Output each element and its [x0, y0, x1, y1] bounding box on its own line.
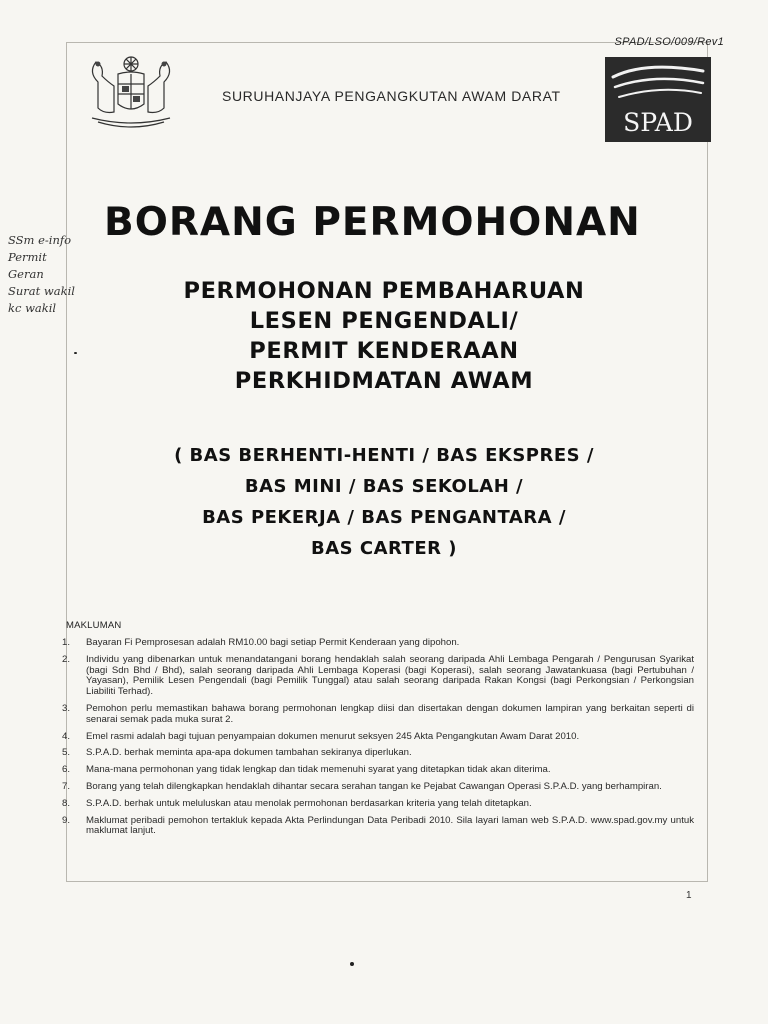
notes-heading: MAKLUMAN	[66, 620, 122, 631]
subtitle-line: PERMOHONAN PEMBAHARUAN	[183, 278, 585, 304]
scan-speck	[350, 962, 354, 966]
handwritten-note: kc wakil	[8, 301, 57, 315]
form-subtitle	[100, 276, 668, 396]
subtitle-line: LESEN PENGENDALI/	[249, 308, 519, 334]
note-item: 7. Borang yang telah dilengkapkan hendaklah dihantar secara serahan tangan ke Pejabat Cawangan Operasi S.P.A.D. yang berhampiran.	[62, 780, 662, 792]
note-item: 4. Emel rasmi adalah bagi tujuan penyampaian dokumen menurut seksyen 245 Akta Pengangkutan Awam Darat 2010.	[62, 730, 580, 742]
scan-speck	[74, 352, 77, 354]
handwritten-note: SSm e-info	[8, 233, 72, 247]
note-item: 9. Maklumat peribadi pemohon tertakluk kepada Akta Perlindungan Data Peribadi 2010. Sila layari laman web S.P.A.D. www.spad.gov.my untuk maklumat lanjut.	[62, 814, 694, 837]
handwritten-note: Permit	[8, 250, 47, 264]
agency-name: SURUHANJAYA PENGANGKUTAN AWAM DARAT	[222, 88, 561, 104]
category-line: BAS PEKERJA / BAS PENGANTARA /	[202, 507, 566, 528]
note-item: 5. S.P.A.D. berhak meminta apa-apa dokumen tambahan sekiranya diperlukan.	[62, 747, 412, 759]
form-code: SPAD/LSO/009/Rev1	[614, 36, 724, 48]
subtitle-line: PERKHIDMATAN AWAM	[234, 368, 534, 394]
notes-list	[62, 638, 694, 843]
spad-logo-text: SPAD	[623, 108, 693, 137]
note-item: 8. S.P.A.D. berhak untuk meluluskan atau menolak permohonan berdasarkan kriteria yang telah ditetapkan.	[62, 797, 532, 809]
note-item: 6. Mana-mana permohonan yang tidak lengkap dan tidak memenuhi syarat yang ditetapkan tidak akan diterima.	[62, 764, 551, 776]
subtitle-line: PERMIT KENDERAAN	[249, 338, 519, 364]
category-line: ( BAS BERHENTI-HENTI / BAS EKSPRES /	[174, 445, 594, 466]
category-line: BAS CARTER )	[310, 538, 457, 559]
note-item: 1. Bayaran Fi Pemprosesan adalah RM10.00 bagi setiap Permit Kenderaan yang dipohon.	[62, 637, 460, 648]
handwritten-note: Surat wakil	[8, 284, 75, 298]
handwritten-notes	[8, 232, 108, 317]
page-number: 1	[686, 890, 692, 901]
note-item: 2. Individu yang dibenarkan untuk menandatangani borang hendaklah salah seorang daripada Ahli Lembaga Pengarah / Pengurusan Syarikat (bagi Sdn Bhd / Bhd), salah seorang daripada Ahli Lembaga Koperasi (bagi Koperasi), salah seorang Jawatankuasa (bagi Pertubuhan / Yayasan), Pemilik Lesen Pengendali (bagi Pemilik Tunggal) atau salah seorang daripada Rakan Kongsi (bagi Perkongsian / Perkongsian Liabiliti Terhad).	[62, 653, 694, 698]
spad-logo	[605, 57, 711, 142]
handwritten-note: Geran	[8, 267, 44, 281]
note-item: 3. Pemohon perlu memastikan bahawa borang permohonan lengkap diisi dan disertakan dengan dokumen lampiran yang berkaitan seperti di senarai semak pada muka surat 2.	[62, 702, 694, 725]
bus-categories	[90, 440, 678, 564]
coat-of-arms-icon	[78, 52, 184, 132]
form-title: BORANG PERMOHONAN	[104, 200, 641, 245]
category-line: BAS MINI / BAS SEKOLAH /	[244, 476, 524, 497]
